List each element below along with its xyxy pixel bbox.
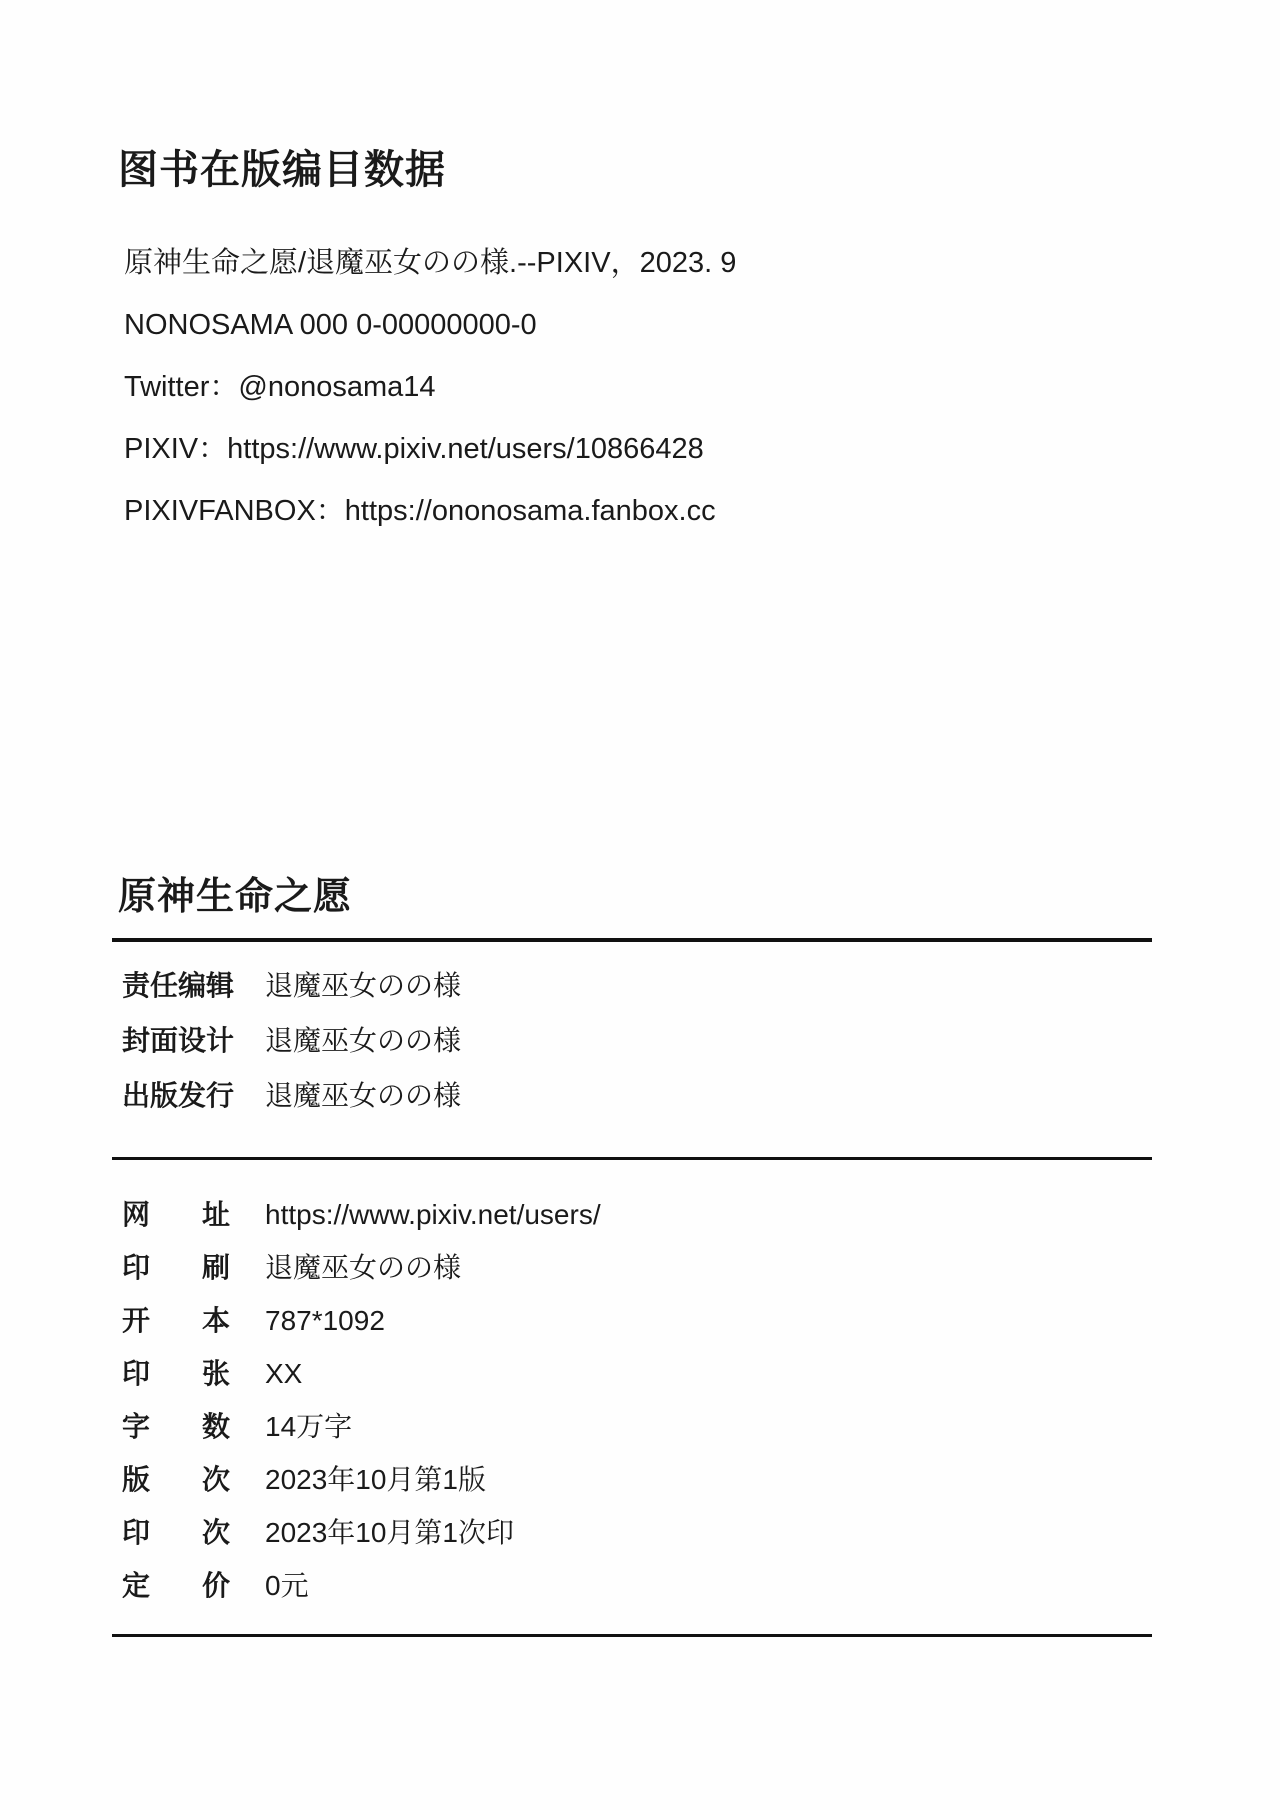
credit-value: 退魔巫女のの様 bbox=[265, 1080, 462, 1111]
detail-value: 2023年10月第1版 bbox=[265, 1464, 487, 1495]
book-title: 原神生命之愿 bbox=[118, 876, 353, 918]
cip-line-fanbox-url: PIXIVFANBOX：https://ononosama.fanbox.cc bbox=[124, 495, 716, 527]
detail-label-char: 次 bbox=[201, 1464, 230, 1495]
cip-line-twitter: Twitter：@nonosama14 bbox=[124, 371, 436, 403]
credit-value: 退魔巫女のの様 bbox=[265, 1025, 462, 1056]
detail-label-char: 印 bbox=[122, 1252, 151, 1283]
credit-value: 退魔巫女のの様 bbox=[265, 970, 462, 1001]
detail-label-char: 开 bbox=[122, 1305, 151, 1336]
detail-label-char: 版 bbox=[122, 1464, 151, 1495]
detail-label bbox=[122, 1241, 230, 1294]
detail-label-char: 张 bbox=[201, 1358, 230, 1389]
detail-value: 787*1092 bbox=[265, 1305, 385, 1336]
detail-label-char: 字 bbox=[122, 1411, 151, 1442]
credit-row-editor bbox=[112, 958, 1152, 1013]
cip-line-isbn: NONOSAMA 000 0-00000000-0 bbox=[124, 309, 537, 341]
detail-label bbox=[122, 1347, 230, 1400]
detail-label-char: 印 bbox=[122, 1358, 151, 1389]
credit-label: 责任编辑 bbox=[122, 970, 235, 1001]
detail-value: 2023年10月第1次印 bbox=[265, 1517, 515, 1548]
detail-value: XX bbox=[265, 1358, 303, 1389]
detail-label bbox=[122, 1294, 230, 1347]
detail-label bbox=[122, 1400, 230, 1453]
detail-row-sheets bbox=[112, 1347, 1152, 1400]
credit-row-cover-design bbox=[112, 1013, 1152, 1068]
credits-divider-rule bbox=[112, 1157, 1152, 1160]
detail-value: 14万字 bbox=[265, 1411, 353, 1442]
detail-label-char: 本 bbox=[201, 1305, 230, 1336]
detail-label-char: 次 bbox=[201, 1517, 230, 1548]
credits-table bbox=[112, 958, 1152, 1123]
cip-line-book-info: 原神生命之愿/退魔巫女のの様.--PIXIV，2023. 9 bbox=[124, 247, 737, 279]
cip-title: 图书在版编目数据 bbox=[118, 148, 446, 192]
detail-label bbox=[122, 1559, 230, 1612]
detail-row-impression bbox=[112, 1506, 1152, 1559]
publication-section bbox=[112, 878, 1152, 1637]
detail-label bbox=[122, 1188, 230, 1241]
detail-label-char: 数 bbox=[201, 1411, 230, 1442]
detail-value: 退魔巫女のの様 bbox=[265, 1252, 462, 1283]
credit-label: 出版发行 bbox=[122, 1080, 235, 1111]
detail-label bbox=[122, 1453, 230, 1506]
detail-value: https://www.pixiv.net/users/ bbox=[265, 1199, 601, 1230]
title-divider-rule bbox=[112, 938, 1152, 942]
detail-label-char: 刷 bbox=[201, 1252, 230, 1283]
detail-value: 0元 bbox=[265, 1570, 309, 1601]
detail-label-char: 定 bbox=[122, 1570, 151, 1601]
credit-label: 封面设计 bbox=[122, 1025, 235, 1056]
detail-label-char: 网 bbox=[122, 1199, 151, 1230]
details-table bbox=[112, 1188, 1152, 1612]
cip-line-pixiv-url: PIXIV：https://www.pixiv.net/users/10866428 bbox=[124, 433, 704, 465]
detail-label-char: 印 bbox=[122, 1517, 151, 1548]
detail-row-edition bbox=[112, 1453, 1152, 1506]
bottom-rule bbox=[112, 1634, 1152, 1637]
detail-row-format bbox=[112, 1294, 1152, 1347]
cip-section bbox=[118, 150, 1152, 542]
detail-label-char: 址 bbox=[201, 1199, 230, 1230]
detail-row-price bbox=[112, 1559, 1152, 1612]
detail-label-char: 价 bbox=[201, 1570, 230, 1601]
detail-row-word-count bbox=[112, 1400, 1152, 1453]
detail-label bbox=[122, 1506, 230, 1559]
detail-row-printing bbox=[112, 1241, 1152, 1294]
credit-row-publisher bbox=[112, 1068, 1152, 1123]
detail-row-website bbox=[112, 1188, 1152, 1241]
